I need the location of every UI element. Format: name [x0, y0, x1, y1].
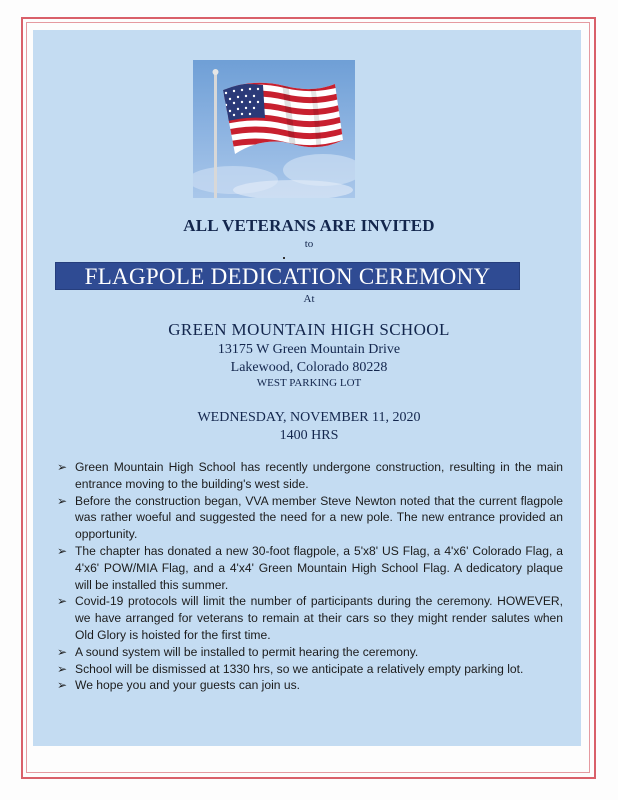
arrowhead-bullet-icon: ➢ — [57, 543, 68, 558]
list-item-text: The chapter has donated a new 30-foot flagpole, a 5'x8' US Flag, a 4'x6' Colorado Flag, a 4'x6' POW/MIA Flag, and a 4'x4' Green Mountain High School Flag. A dedicatory plaque will be installed this summer. — [75, 543, 563, 592]
arrowhead-bullet-icon: ➢ — [57, 594, 68, 609]
event-date: WEDNESDAY, NOVEMBER 11, 2020 — [197, 410, 421, 425]
list-item — [57, 593, 563, 643]
arrowhead-bullet-icon: ➢ — [57, 661, 68, 676]
connector-to: to — [304, 238, 314, 250]
venue-name: GREEN MOUNTAIN HIGH SCHOOL — [168, 320, 450, 339]
list-item — [57, 493, 563, 543]
venue-city: Lakewood, Colorado 80228 — [230, 360, 388, 375]
arrowhead-bullet-icon: ➢ — [57, 460, 68, 474]
list-item-text: Before the construction began, VVA member Steve Newton noted that the current flagpole was rather woeful and suggested the need for a new pole. The new entrance provided an opportunity. — [75, 493, 563, 542]
venue-lot: WEST PARKING LOT — [256, 377, 362, 389]
list-item-text: Green Mountain High School has recently undergone construction, resulting in the main entrance moving to the building's west side. — [75, 460, 563, 491]
list-item — [57, 661, 563, 678]
arrowhead-bullet-icon: ➢ — [57, 644, 68, 659]
arrowhead-bullet-icon: ➢ — [57, 493, 68, 508]
event-title-banner — [55, 262, 520, 290]
list-item-text: School will be dismissed at 1330 hrs, so we anticipate a relatively empty parking lot. — [75, 661, 524, 676]
event-time: 1400 HRS — [279, 428, 339, 443]
arrowhead-bullet-icon: ➢ — [57, 678, 68, 693]
details-list — [57, 459, 563, 694]
list-item-text: Covid-19 protocols will limit the number of participants during the ceremony. HOWEVER, we have arranged for veterans to remain at their cars so they might render salutes when Old Glory is hoisted for the first time. — [75, 594, 563, 642]
list-item — [57, 644, 563, 661]
connector-at: At — [303, 293, 315, 305]
list-item-text: A sound system will be installed to permit hearing the ceremony. — [75, 644, 419, 659]
event-title: FLAGPOLE DEDICATION CEREMONY — [84, 264, 491, 289]
american-flag-icon — [193, 60, 355, 198]
venue-street: 13175 W Green Mountain Drive — [217, 342, 401, 357]
list-item — [57, 677, 563, 694]
list-item — [57, 459, 563, 493]
list-item — [57, 543, 563, 593]
headline: ALL VETERANS ARE INVITED — [183, 216, 435, 235]
list-item-text: We hope you and your guests can join us. — [75, 678, 300, 693]
scan-speck — [283, 257, 285, 259]
